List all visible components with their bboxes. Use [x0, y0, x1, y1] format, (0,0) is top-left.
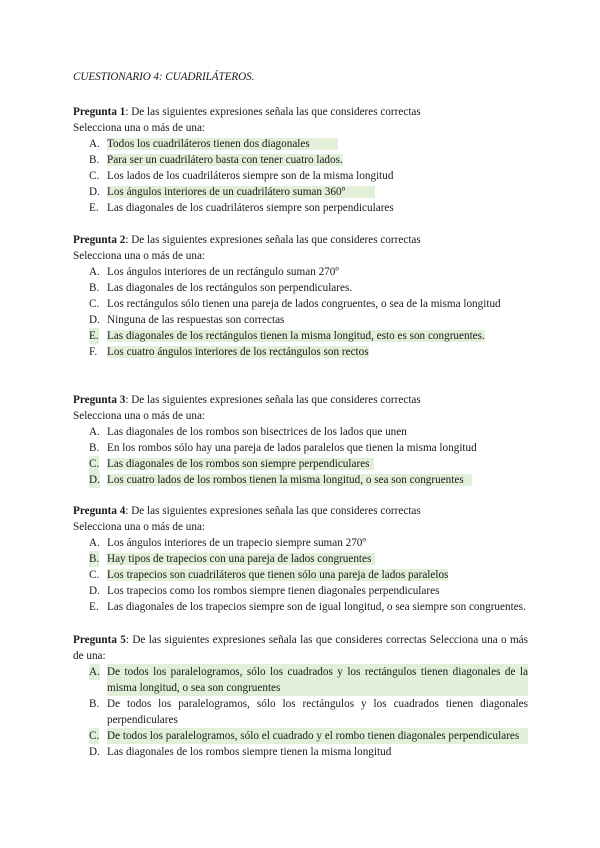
question-1 — [73, 104, 528, 216]
option-b[interactable] — [73, 152, 528, 168]
option-letter: C. — [89, 730, 100, 742]
question-5 — [73, 632, 528, 760]
option-text: Las diagonales de los rombos son bisectrices de los lados que unen — [107, 426, 407, 438]
option-b[interactable] — [73, 280, 528, 296]
option-text: Los trapecios son cuadriláteros que tienen sólo una pareja de lados paralelos — [107, 569, 449, 581]
option-text: Todos los cuadriláteros tienen dos diagonales — [107, 138, 338, 150]
question-prompt: : De las siguientes expresiones señala las que consideres correctas — [125, 106, 421, 118]
option-letter: B. — [89, 698, 100, 710]
option-text: Los trapecios como los rombos siempre tienen diagonales perpendiculares — [107, 585, 440, 597]
question-header — [73, 632, 528, 664]
question-2 — [73, 232, 528, 360]
option-letter: B. — [89, 154, 100, 166]
question-instruction: Selecciona una o más de una: — [73, 521, 206, 533]
option-text: De todos los paralelogramos, sólo los cuadrados y los rectángulos tienen diagonales de la misma longitud, o sea son congruentes — [107, 666, 528, 694]
option-d[interactable] — [73, 312, 528, 328]
option-d[interactable] — [73, 184, 528, 200]
option-list — [73, 424, 528, 488]
question-4 — [73, 503, 528, 615]
option-text: Las diagonales de los rombos son siempre perpendiculares — [107, 458, 374, 470]
option-a[interactable] — [73, 664, 528, 696]
question-header — [73, 392, 528, 408]
question-label: Pregunta 1 — [73, 106, 126, 118]
option-text: Ninguna de las respuestas son correctas — [107, 314, 285, 326]
option-list — [73, 264, 528, 360]
option-c[interactable] — [73, 168, 528, 184]
option-d[interactable] — [73, 583, 528, 599]
option-letter: E. — [89, 601, 99, 613]
option-f[interactable] — [73, 344, 528, 360]
option-e[interactable] — [73, 599, 528, 615]
option-text: Las diagonales de los trapecios siempre son de igual longitud, o sea siempre son congruentes. — [107, 601, 526, 613]
option-d[interactable] — [73, 472, 528, 488]
option-letter: A. — [89, 266, 100, 278]
question-label: Pregunta 4 — [73, 505, 126, 517]
option-letter: C. — [89, 458, 100, 470]
option-c[interactable] — [73, 567, 528, 583]
option-a[interactable] — [73, 424, 528, 440]
option-text: Los rectángulos sólo tienen una pareja de lados congruentes, o sea de la misma longitud — [107, 298, 501, 310]
option-letter: A. — [89, 666, 100, 678]
option-letter: D. — [89, 474, 100, 486]
option-letter: B. — [89, 553, 100, 565]
option-d[interactable] — [73, 744, 528, 760]
option-b[interactable] — [73, 696, 528, 728]
option-b[interactable] — [73, 440, 528, 456]
question-prompt: : De las siguientes expresiones señala las que consideres correctas Selecciona una o más de una: — [73, 634, 528, 662]
question-label: Pregunta 2 — [73, 234, 126, 246]
question-label: Pregunta 5 — [73, 634, 126, 646]
option-letter: E. — [89, 202, 99, 214]
option-text: En los rombos sólo hay una pareja de lados paralelos que tienen la misma longitud — [107, 442, 477, 454]
option-list — [73, 535, 528, 615]
option-text: Los ángulos interiores de un cuadrilátero suman 360º — [107, 186, 375, 198]
page-title: CUESTIONARIO 4: CUADRILÁTEROS. — [73, 71, 255, 83]
question-instruction: Selecciona una o más de una: — [73, 122, 206, 134]
option-text: Hay tipos de trapecios con una pareja de lados congruentes — [107, 553, 375, 565]
option-letter: A. — [89, 138, 100, 150]
option-letter: C. — [89, 569, 100, 581]
option-text: Los cuatro lados de los rombos tienen la misma longitud, o sea son congruentes — [107, 474, 472, 486]
option-letter: A. — [89, 537, 100, 549]
option-text: Los ángulos interiores de un trapecio siempre suman 270º — [107, 537, 366, 549]
option-letter: D. — [89, 186, 100, 198]
option-a[interactable] — [73, 535, 528, 551]
option-letter: D. — [89, 746, 100, 758]
question-instruction: Selecciona una o más de una: — [73, 250, 206, 262]
question-label: Pregunta 3 — [73, 394, 126, 406]
option-text: Para ser un cuadrilátero basta con tener cuatro lados. — [107, 154, 343, 166]
option-letter: C. — [89, 170, 100, 182]
question-prompt: : De las siguientes expresiones señala las que consideres correctas — [125, 234, 421, 246]
option-list — [73, 136, 528, 216]
question-3 — [73, 392, 528, 488]
option-c[interactable] — [73, 296, 528, 312]
question-instruction: Selecciona una o más de una: — [73, 410, 206, 422]
option-text: Las diagonales de los rectángulos tienen la misma longitud, esto es son congruentes. — [107, 330, 485, 342]
option-list — [73, 664, 528, 760]
option-c[interactable] — [73, 728, 528, 744]
option-text: De todos los paralelogramos, sólo los rectángulos y los cuadrados tienen diagonales perpendiculares — [107, 698, 528, 726]
option-e[interactable] — [73, 328, 528, 344]
question-prompt: : De las siguientes expresiones señala las que consideres correctas — [125, 394, 421, 406]
option-letter: C. — [89, 298, 100, 310]
option-text: Las diagonales de los rombos siempre tienen la misma longitud — [107, 746, 392, 758]
option-text: Las diagonales de los rectángulos son perpendiculares. — [107, 282, 353, 294]
option-letter: F. — [89, 346, 98, 358]
option-a[interactable] — [73, 136, 528, 152]
option-a[interactable] — [73, 264, 528, 280]
option-text: Los ángulos interiores de un rectángulo suman 270º — [107, 266, 339, 278]
question-header — [73, 232, 528, 248]
question-header — [73, 503, 528, 519]
question-header — [73, 104, 528, 120]
option-letter: D. — [89, 314, 100, 326]
option-text: De todos los paralelogramos, sólo el cuadrado y el rombo tienen diagonales perpendiculares — [107, 728, 528, 744]
option-text: Los cuatro ángulos interiores de los rectángulos son rectos — [107, 346, 369, 358]
option-text: Los lados de los cuadriláteros siempre son de la misma longitud — [107, 170, 394, 182]
option-c[interactable] — [73, 456, 528, 472]
option-letter: B. — [89, 282, 100, 294]
option-text: Las diagonales de los cuadriláteros siempre son perpendiculares — [107, 202, 394, 214]
option-letter: D. — [89, 585, 100, 597]
option-letter: B. — [89, 442, 100, 454]
option-letter: E. — [89, 330, 99, 342]
question-prompt: : De las siguientes expresiones señala las que consideres correctas — [125, 505, 421, 517]
option-b[interactable] — [73, 551, 528, 567]
option-e[interactable] — [73, 200, 528, 216]
option-letter: A. — [89, 426, 100, 438]
